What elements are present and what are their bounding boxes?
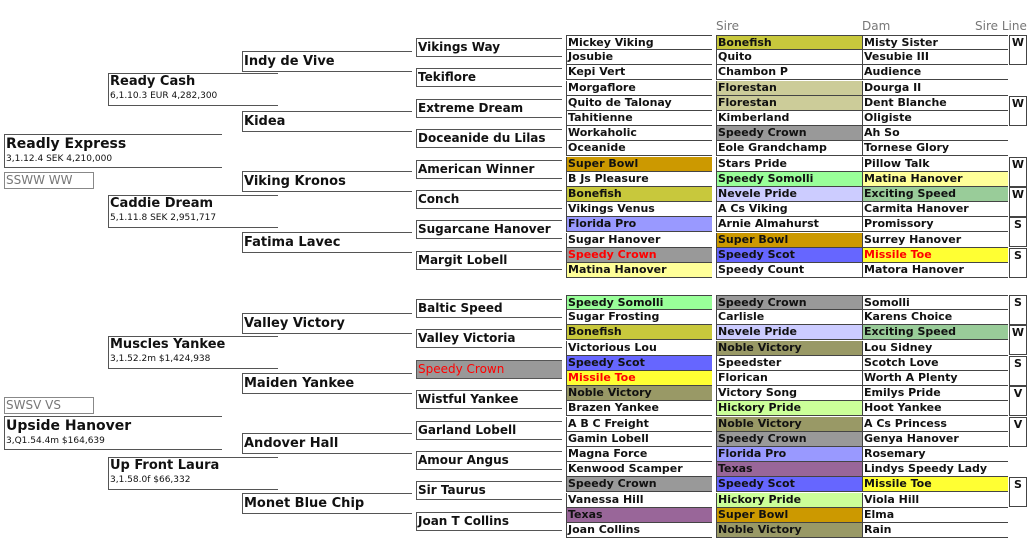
horse-record: 3,Q1.54.4m $164,639	[6, 436, 105, 446]
sire-cell[interactable]: Eole Grandchamp	[716, 141, 862, 156]
g4-cell[interactable]: Texas	[566, 508, 712, 523]
great-grandparent-box[interactable]: Valley Victoria	[416, 329, 562, 348]
dam-cell[interactable]: Matina Hanover	[862, 172, 1008, 187]
sire-cell[interactable]: Texas	[716, 462, 862, 477]
sire-line-header: Sire Line	[975, 19, 1027, 33]
dam-cell[interactable]: Surrey Hanover	[862, 233, 1008, 248]
sire-cell[interactable]: A Cs Viking	[716, 202, 862, 217]
dam-cell[interactable]: Ah So	[862, 126, 1008, 141]
sire-cell[interactable]: Speedy Somolli	[716, 172, 862, 187]
sire-header: Sire	[716, 19, 740, 33]
sire-line-mark: V	[1009, 386, 1027, 416]
top-cross-code: SSWW WW	[4, 172, 94, 189]
sire-cell[interactable]: Super Bowl	[716, 508, 862, 523]
parent-name[interactable]: Caddie Dream	[110, 196, 214, 211]
dam-cell[interactable]: Scotch Love	[862, 356, 1008, 371]
g4-cell[interactable]: Speedy Scot	[566, 356, 712, 371]
great-grandparent-box[interactable]: Wistful Yankee	[416, 390, 562, 409]
sire-cell[interactable]: Speedster	[716, 356, 862, 371]
sire-cell[interactable]: Speedy Crown	[716, 126, 862, 141]
dam-cell[interactable]: Hoot Yankee	[862, 401, 1008, 416]
g4-cell[interactable]: Sugar Hanover	[566, 233, 712, 248]
grandparent-box[interactable]: Andover Hall	[242, 433, 412, 454]
sire-cell[interactable]: Nevele Pride	[716, 187, 862, 202]
parent-record: 5,1.11.8 SEK 2,951,717	[110, 213, 217, 223]
g4-cell[interactable]: Sugar Frosting	[566, 310, 712, 325]
great-grandparent-box[interactable]: American Winner	[416, 160, 562, 179]
g4-cell[interactable]: A B C Freight	[566, 417, 712, 432]
dam-cell[interactable]: Tornese Glory	[862, 141, 1008, 156]
dam-cell[interactable]: Dent Blanche	[862, 96, 1008, 111]
top-subject-horse[interactable]	[4, 134, 222, 168]
sire-cell[interactable]: Speedy Count	[716, 263, 862, 278]
sire-cell[interactable]: Speedy Scot	[716, 477, 862, 492]
great-grandparent-box[interactable]: Baltic Speed	[416, 299, 562, 318]
bottom-cross-code: SWSV VS	[4, 397, 94, 414]
sire-line-mark: V	[1009, 417, 1027, 447]
g4-cell[interactable]: Speedy Crown	[566, 477, 712, 492]
horse-name[interactable]: Readly Express	[6, 136, 127, 152]
g4-cell[interactable]: Bonefish	[566, 187, 712, 202]
sire-cell[interactable]: Hickory Pride	[716, 493, 862, 508]
sire-line-mark: W	[1009, 96, 1027, 126]
horse-record: 3,1.12.4 SEK 4,210,000	[6, 154, 113, 164]
sire-cell[interactable]: Carlisle	[716, 310, 862, 325]
g4-cell[interactable]: Mickey Viking	[566, 35, 712, 50]
parent-record: 3,1.58.0f $66,332	[110, 475, 191, 485]
sire-cell[interactable]: Arnie Almahurst	[716, 217, 862, 232]
g4-cell[interactable]: B Js Pleasure	[566, 172, 712, 187]
great-grandparent-box[interactable]: Speedy Crown	[416, 360, 562, 379]
dam-cell[interactable]: Oligiste	[862, 111, 1008, 126]
dam-cell[interactable]: Missile Toe	[862, 477, 1008, 492]
g4-cell[interactable]: Victorious Lou	[566, 341, 712, 356]
parent-name[interactable]: Up Front Laura	[110, 458, 220, 473]
sire-line-mark: W	[1009, 35, 1027, 65]
grandparent-box[interactable]: Kidea	[242, 111, 412, 132]
sire-line-mark: S	[1009, 217, 1027, 247]
dam-cell[interactable]: Missile Toe	[862, 248, 1008, 263]
g4-cell[interactable]: Joan Collins	[566, 523, 712, 538]
great-grandparent-box[interactable]: Extreme Dream	[416, 99, 562, 118]
g4-cell[interactable]: Kepi Vert	[566, 65, 712, 80]
sire-cell[interactable]: Speedy Scot	[716, 248, 862, 263]
g4-cell[interactable]: Josubie	[566, 50, 712, 65]
sire-cell[interactable]: Hickory Pride	[716, 401, 862, 416]
dam-cell[interactable]: Viola Hill	[862, 493, 1008, 508]
g4-cell[interactable]: Quito de Talonay	[566, 96, 712, 111]
parent-record: 3,1.52.2m $1,424,938	[110, 354, 211, 364]
dam-cell[interactable]: Worth A Plenty	[862, 371, 1008, 386]
parent-box[interactable]	[108, 195, 278, 228]
dam-cell[interactable]: Dourga II	[862, 81, 1008, 96]
parent-name[interactable]: Muscles Yankee	[110, 337, 226, 352]
dam-cell[interactable]: Exciting Speed	[862, 187, 1008, 202]
sire-line-mark: W	[1009, 157, 1027, 187]
g4-cell[interactable]: Oceanide	[566, 141, 712, 156]
sire-cell[interactable]: Super Bowl	[716, 233, 862, 248]
g4-cell[interactable]: Workaholic	[566, 126, 712, 141]
dam-cell[interactable]: Misty Sister	[862, 35, 1008, 50]
g4-cell[interactable]: Tahitienne	[566, 111, 712, 126]
g4-cell[interactable]: Speedy Somolli	[566, 295, 712, 310]
sire-cell[interactable]: Noble Victory	[716, 341, 862, 356]
dam-cell[interactable]: Pillow Talk	[862, 157, 1008, 172]
great-grandparent-box[interactable]: Conch	[416, 190, 562, 209]
g4-cell[interactable]: Morgaflore	[566, 81, 712, 96]
dam-cell[interactable]: A Cs Princess	[862, 417, 1008, 432]
dam-cell[interactable]: Lindys Speedy Lady	[862, 462, 1008, 477]
sire-line-mark: S	[1009, 295, 1027, 325]
dam-cell[interactable]: Promissory	[862, 217, 1008, 232]
sire-cell[interactable]: Florestan	[716, 81, 862, 96]
great-grandparent-box[interactable]: Doceanide du Lilas	[416, 129, 562, 148]
sire-cell[interactable]: Noble Victory	[716, 417, 862, 432]
dam-cell[interactable]: Vesubie III	[862, 50, 1008, 65]
g4-cell[interactable]: Kenwood Scamper	[566, 462, 712, 477]
g4-cell[interactable]: Super Bowl	[566, 157, 712, 172]
sire-cell[interactable]: Victory Song	[716, 386, 862, 401]
dam-cell[interactable]: Matora Hanover	[862, 263, 1008, 278]
great-grandparent-box[interactable]: Tekiflore	[416, 68, 562, 87]
sire-cell[interactable]: Stars Pride	[716, 157, 862, 172]
sire-line-mark: S	[1009, 477, 1027, 507]
dam-cell[interactable]: Genya Hanover	[862, 432, 1008, 447]
sire-cell[interactable]: Florida Pro	[716, 447, 862, 462]
g4-cell[interactable]: Speedy Crown	[566, 248, 712, 263]
g4-cell[interactable]: Florida Pro	[566, 217, 712, 232]
dam-cell[interactable]: Rosemary	[862, 447, 1008, 462]
dam-cell[interactable]: Exciting Speed	[862, 325, 1008, 340]
dam-cell[interactable]: Elma	[862, 508, 1008, 523]
sire-line-mark: S	[1009, 356, 1027, 386]
dam-cell[interactable]: Lou Sidney	[862, 341, 1008, 356]
g4-cell[interactable]: Missile Toe	[566, 371, 712, 386]
great-grandparent-box[interactable]: Vikings Way	[416, 38, 562, 57]
grandparent-box[interactable]: Fatima Lavec	[242, 232, 412, 253]
sire-cell[interactable]: Florestan	[716, 96, 862, 111]
bottom-subject-horse[interactable]	[4, 416, 222, 450]
dam-cell[interactable]: Emilys Pride	[862, 386, 1008, 401]
great-grandparent-box[interactable]: Margit Lobell	[416, 251, 562, 270]
grandparent-box[interactable]: Indy de Vive	[242, 51, 412, 72]
dam-cell[interactable]: Carmita Hanover	[862, 202, 1008, 217]
great-grandparent-box[interactable]: Amour Angus	[416, 451, 562, 470]
parent-name[interactable]: Ready Cash	[110, 74, 196, 89]
g4-cell[interactable]: Vanessa Hill	[566, 493, 712, 508]
sire-cell[interactable]: Quito	[716, 50, 862, 65]
g4-cell[interactable]: Noble Victory	[566, 386, 712, 401]
sire-line-mark: W	[1009, 187, 1027, 217]
parent-box[interactable]	[108, 336, 278, 369]
sire-cell[interactable]: Speedy Crown	[716, 295, 862, 310]
grandparent-box[interactable]: Maiden Yankee	[242, 373, 412, 394]
g4-cell[interactable]: Matina Hanover	[566, 263, 712, 278]
great-grandparent-box[interactable]: Sir Taurus	[416, 481, 562, 500]
sire-cell[interactable]: Kimberland	[716, 111, 862, 126]
sire-cell[interactable]: Speedy Crown	[716, 432, 862, 447]
dam-cell[interactable]: Rain	[862, 523, 1008, 538]
g4-cell[interactable]: Magna Force	[566, 447, 712, 462]
sire-cell[interactable]: Nevele Pride	[716, 325, 862, 340]
great-grandparent-box[interactable]: Joan T Collins	[416, 512, 562, 531]
grandparent-box[interactable]: Viking Kronos	[242, 171, 412, 192]
grandparent-box[interactable]: Monet Blue Chip	[242, 493, 412, 514]
dam-header: Dam	[862, 19, 891, 33]
dam-cell[interactable]: Somolli	[862, 295, 1008, 310]
sire-cell[interactable]: Bonefish	[716, 35, 862, 50]
dam-cell[interactable]: Audience	[862, 65, 1008, 80]
parent-box[interactable]	[108, 73, 278, 106]
parent-record: 6,1.10.3 EUR 4,282,300	[110, 91, 218, 101]
sire-cell[interactable]: Chambon P	[716, 65, 862, 80]
g4-cell[interactable]: Brazen Yankee	[566, 401, 712, 416]
dam-cell[interactable]: Karens Choice	[862, 310, 1008, 325]
parent-box[interactable]	[108, 457, 278, 490]
great-grandparent-box[interactable]: Garland Lobell	[416, 421, 562, 440]
sire-line-mark: W	[1009, 325, 1027, 355]
g4-cell[interactable]: Vikings Venus	[566, 202, 712, 217]
horse-name[interactable]: Upside Hanover	[6, 418, 132, 434]
sire-line-mark: S	[1009, 248, 1027, 278]
grandparent-box[interactable]: Valley Victory	[242, 313, 412, 334]
great-grandparent-box[interactable]: Sugarcane Hanover	[416, 220, 562, 239]
sire-cell[interactable]: Florican	[716, 371, 862, 386]
g4-cell[interactable]: Bonefish	[566, 325, 712, 340]
sire-cell[interactable]: Noble Victory	[716, 523, 862, 538]
g4-cell[interactable]: Gamin Lobell	[566, 432, 712, 447]
